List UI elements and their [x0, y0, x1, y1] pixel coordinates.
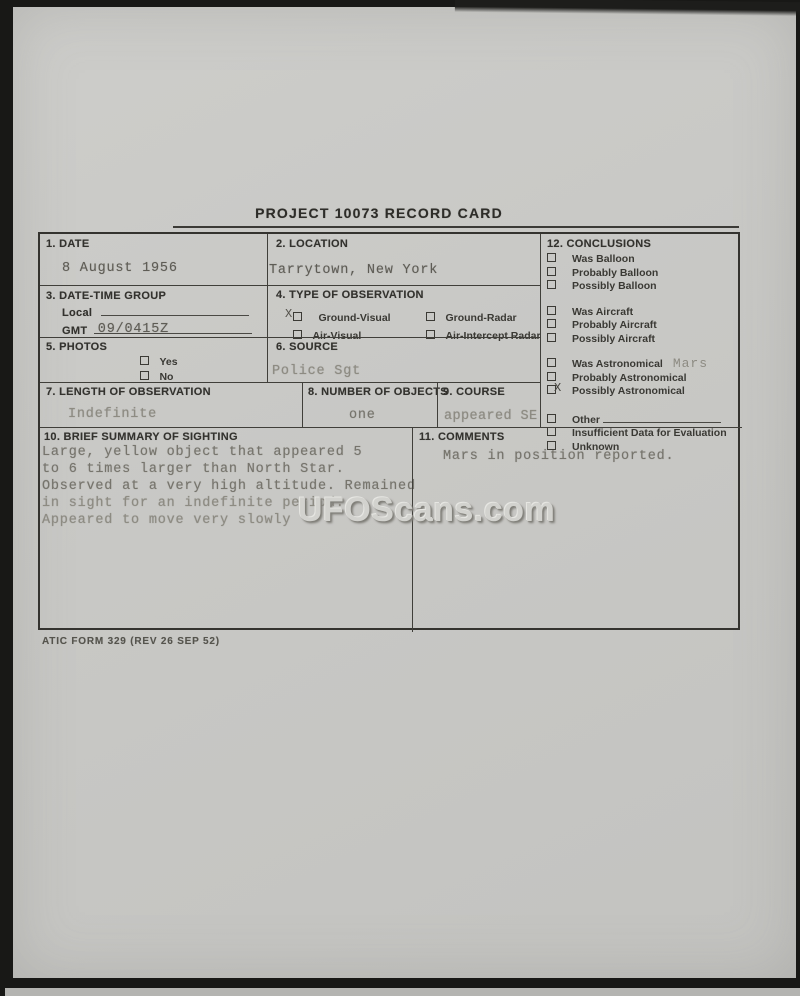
- conclusion-label: Was Astronomical: [572, 358, 663, 370]
- field-conclusions: [540, 234, 742, 453]
- conclusion-label: Probably Aircraft: [572, 319, 657, 331]
- field-course-value: appeared SE: [444, 409, 538, 424]
- option-label: No: [159, 371, 174, 383]
- field-conclusions-label: 12. CONCLUSIONS: [547, 238, 652, 250]
- checkbox-icon: [547, 267, 556, 276]
- photo-bottom-edge: [5, 988, 800, 996]
- conclusion-item: [547, 357, 738, 371]
- field-obs-label: 4. TYPE OF OBSERVATION: [276, 289, 424, 301]
- x-mark: X: [285, 307, 293, 321]
- conclusion-item: [547, 266, 738, 280]
- dtg-local-line: [101, 303, 249, 316]
- field-number-value: one: [349, 408, 376, 423]
- field-length-of-observation: [40, 382, 302, 427]
- checkbox-icon: [547, 358, 556, 367]
- checkbox-option-ground-radar: [426, 308, 517, 326]
- option-label: Yes: [159, 356, 178, 368]
- field-location-value: Tarrytown, New York: [269, 263, 439, 278]
- conclusion-item: [547, 305, 738, 319]
- checkbox-icon: [547, 306, 556, 315]
- conclusion-item: [547, 381, 738, 398]
- conclusion-item: [547, 371, 738, 385]
- conclusions-list: [547, 252, 738, 453]
- summary-line: Appeared to move very slowly: [42, 513, 292, 528]
- field-date-label: 1. DATE: [46, 238, 90, 250]
- field-comments-value: Mars in position reported.: [443, 449, 675, 464]
- field-photos: [40, 337, 267, 382]
- field-type-of-observation: [267, 285, 541, 342]
- summary-line: Observed at a very high altitude. Remained: [42, 479, 416, 494]
- conclusion-item: [547, 279, 738, 293]
- other-line: [603, 410, 721, 423]
- option-label: Ground-Visual: [318, 312, 391, 324]
- field-location: [267, 234, 540, 285]
- field-number-of-objects: [302, 382, 448, 427]
- dtg-local-row: [62, 303, 249, 321]
- summary-line: in sight for an indefinite period.: [42, 496, 345, 511]
- conclusion-note: Mars: [672, 356, 709, 371]
- conclusion-label: Probably Balloon: [572, 266, 659, 279]
- checkbox-icon: [547, 253, 556, 262]
- x-mark: X: [554, 381, 562, 395]
- record-card-page: [13, 7, 796, 978]
- field-course: [437, 382, 540, 427]
- summary-line: Large, yellow object that appeared 5: [42, 445, 363, 460]
- field-date-value: 8 August 1956: [62, 261, 178, 276]
- conclusion-item: [547, 410, 738, 427]
- card-title: PROJECT 10073 RECORD CARD: [255, 205, 503, 221]
- field-summary-label: 10. BRIEF SUMMARY OF SIGHTING: [44, 431, 238, 443]
- checkbox-icon: [426, 312, 435, 321]
- field-dtg-label: 3. DATE-TIME GROUP: [46, 290, 167, 302]
- conclusion-item: [547, 252, 738, 266]
- field-comments-label: 11. COMMENTS: [419, 431, 505, 443]
- conclusion-label: Unknown: [572, 440, 620, 453]
- field-photos-label: 5. PHOTOS: [46, 341, 108, 353]
- checkbox-icon: [547, 333, 556, 342]
- checkbox-icon: [140, 356, 149, 365]
- field-source-value: Police Sgt: [272, 364, 362, 379]
- checkbox-icon: [547, 280, 556, 289]
- option-label: Ground-Radar: [445, 312, 517, 324]
- conclusion-label: Possibly Balloon: [572, 280, 657, 292]
- conclusion-item: [547, 318, 738, 332]
- field-course-label: 9. COURSE: [443, 386, 505, 398]
- dtg-gmt-line: [94, 321, 252, 337]
- checkbox-icon: [140, 371, 149, 380]
- summary-line: to 6 times larger than North Star.: [42, 462, 345, 477]
- dtg-gmt-label: GMT: [62, 325, 88, 337]
- conclusion-label: Other: [572, 413, 601, 426]
- conclusion-label: Probably Astronomical: [572, 371, 687, 384]
- field-source-label: 6. SOURCE: [276, 341, 338, 353]
- card-top-rule: [173, 226, 739, 228]
- checkbox-icon: [547, 319, 556, 328]
- option-label: Air-Intercept Radar: [445, 330, 541, 342]
- conclusion-label: Was Balloon: [572, 253, 635, 265]
- checkbox-icon: [547, 372, 556, 381]
- watermark: UFOScans.com: [298, 491, 556, 529]
- field-number-label: 8. NUMBER OF OBJECTS: [308, 386, 448, 398]
- record-card-table: [38, 232, 740, 630]
- field-date-time-group: [40, 285, 267, 337]
- field-date: [40, 234, 267, 285]
- conclusion-label: Insufficient Data for Evaluation: [572, 427, 727, 439]
- conclusion-item: [547, 332, 738, 346]
- field-length-label: 7. LENGTH OF OBSERVATION: [46, 386, 211, 398]
- conclusion-label: Was Aircraft: [572, 305, 634, 318]
- field-location-label: 2. LOCATION: [276, 238, 349, 250]
- checkbox-icon: [293, 312, 302, 321]
- form-id: ATIC FORM 329 (REV 26 SEP 52): [42, 636, 220, 647]
- conclusion-label: Possibly Astronomical: [572, 385, 685, 397]
- field-source: [267, 337, 540, 382]
- dtg-gmt-value: 09/0415Z: [97, 322, 170, 337]
- conclusion-label: Possibly Aircraft: [572, 332, 656, 345]
- field-length-value: Indefinite: [68, 407, 158, 422]
- checkbox-option-ground-visual: [285, 307, 391, 326]
- checkbox-icon: [547, 414, 556, 423]
- option-label: Air-Visual: [312, 330, 362, 342]
- dtg-local-label: Local: [62, 307, 93, 319]
